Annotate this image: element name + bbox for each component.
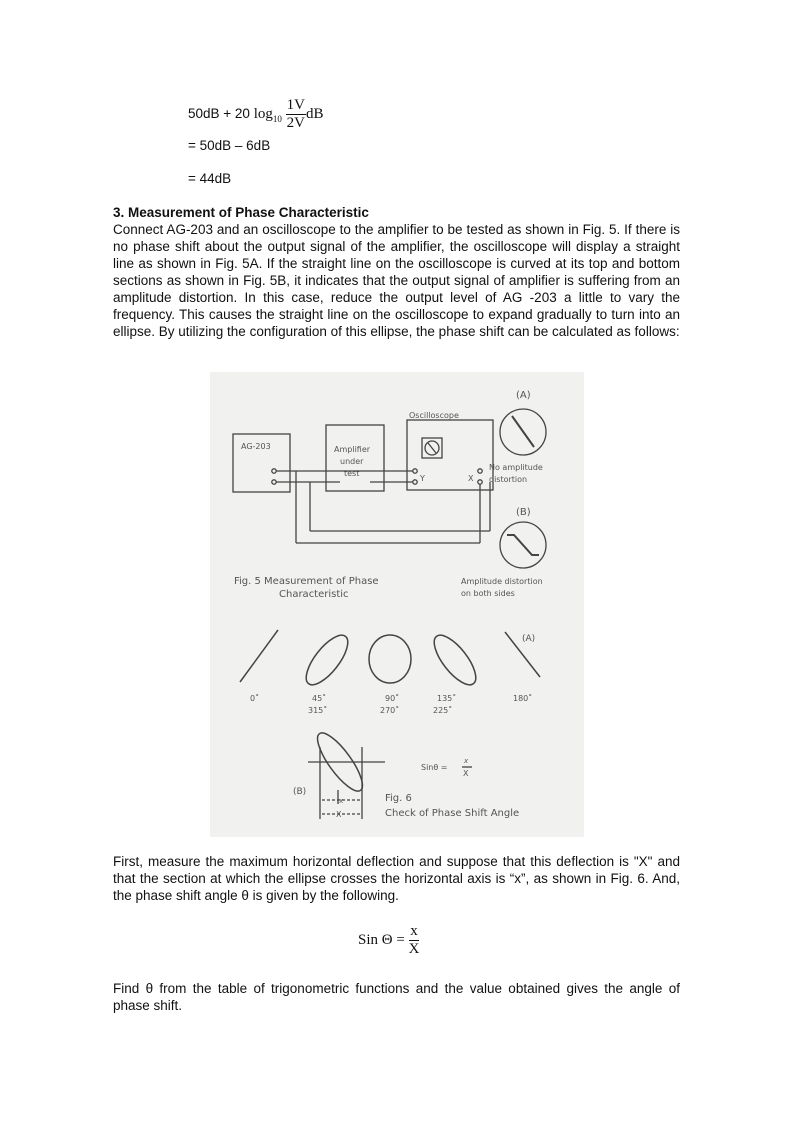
- fig5-label-a: (A): [516, 390, 531, 401]
- angle-270: 270˚: [380, 706, 400, 715]
- fig5-label-b: (B): [516, 507, 531, 518]
- fraction-denominator: 2V: [286, 115, 305, 131]
- angle-90-top: 90˚: [385, 694, 400, 703]
- distortion-label-2: on both sides: [461, 589, 515, 598]
- figure-diagram: [210, 372, 584, 837]
- phase-formula: [358, 924, 419, 957]
- x-terminal-label: X: [468, 474, 474, 483]
- formula-fraction: [409, 924, 420, 957]
- log-base: 10: [272, 113, 282, 124]
- angle-45-top: 45˚: [312, 694, 327, 703]
- x-terminal-2: [478, 480, 482, 484]
- no-distortion-label-1: No amplitude: [489, 463, 543, 472]
- angle-135-top: 135˚: [437, 694, 457, 703]
- fig5b-curve: [507, 535, 539, 555]
- ag203-terminal-1: [272, 469, 276, 473]
- formula-left: Sin Θ =: [358, 931, 405, 948]
- ag203-terminal-2: [272, 480, 276, 484]
- phase-45-ellipse: [299, 629, 355, 691]
- scope-trace: [428, 443, 436, 453]
- distortion-label-1: Amplitude distortion: [461, 577, 543, 586]
- angle-315: 315˚: [308, 706, 328, 715]
- paragraph-conclusion: Find θ from the table of trigonometric functions and the value obtained gives the angle of phase shift.: [113, 981, 680, 1013]
- oscilloscope-label: Oscilloscope: [409, 411, 459, 420]
- fig6-formula-num: x: [464, 757, 469, 765]
- small-x-label: x: [339, 797, 344, 805]
- equation-unit: dB: [305, 106, 324, 123]
- section-heading: 3. Measurement of Phase Characteristic: [113, 205, 369, 220]
- ratio-fraction: [286, 98, 306, 131]
- formula-denominator: X: [408, 941, 420, 957]
- amplifier-label-2: under: [340, 457, 364, 466]
- angle-0-top: 0˚: [250, 694, 260, 703]
- y-terminal-label: Y: [420, 474, 425, 483]
- figure-scan: [210, 372, 584, 837]
- fig6-label-a: (A): [522, 634, 536, 644]
- fig5-caption-1: Fig. 5 Measurement of Phase: [234, 576, 379, 587]
- fraction-numerator: 1V: [286, 97, 305, 113]
- y-terminal-1: [413, 469, 417, 473]
- paragraph-measurement: First, measure the maximum horizontal deflection and suppose that this deflection is "X" and that the section at which the ellipse crosses the horizontal axis is “x”, as shown in Fig. 6. And, the phase shift angle θ is given by the following.: [113, 854, 680, 903]
- y-terminal-2: [413, 480, 417, 484]
- fig6-label-b: (B): [293, 787, 307, 797]
- paragraph-intro: Connect AG-203 and an oscilloscope to the amplifier to be tested as shown in Fig. 5. If there is no phase shift about the output signal of the amplifier, the oscilloscope will display a straight line as shown in Fig. 5A. If the straight line on the oscilloscope is curved at its top and bottom sections as shown in Fig. 5B, it indicates that the output signal of amplifier is suffering from an amplitude distortion. In this case, reduce the output level of AG -203 a little to vary the frequency. This causes the straight line on the oscilloscope to expand gradually to turn into an ellipse. By utilizing the configuration of this ellipse, the phase shift can be calculated as follows:: [113, 222, 680, 339]
- equation-line-3: = 44dB: [188, 171, 232, 186]
- ag203-label: AG-203: [241, 442, 271, 451]
- equation-line-2: = 50dB – 6dB: [188, 138, 271, 153]
- big-x-label: X: [336, 810, 342, 819]
- phase-90-circle: [369, 635, 411, 683]
- phase-135-ellipse: [427, 629, 483, 691]
- x-terminal-1: [478, 469, 482, 473]
- angle-180-top: 180˚: [513, 694, 533, 703]
- fig5-caption-2: Characteristic: [279, 589, 349, 600]
- phase-0-line: [240, 630, 278, 682]
- fig6-caption-2: Check of Phase Shift Angle: [385, 808, 520, 819]
- fig6-caption-1: Fig. 6: [385, 793, 412, 804]
- log-text: log: [253, 106, 273, 123]
- fig6-formula-den: X: [463, 769, 469, 778]
- amplifier-label-1: Amplifier: [334, 445, 371, 454]
- equation-prefix: 50dB + 20: [188, 106, 250, 122]
- fig6-formula-left: Sinθ =: [421, 763, 448, 772]
- no-distortion-label-2: distortion: [489, 475, 528, 484]
- formula-numerator: x: [410, 923, 418, 939]
- amplifier-label-3: test: [344, 469, 360, 478]
- angle-225: 225˚: [433, 706, 453, 715]
- equation-line-1: [188, 98, 324, 131]
- fig5a-line: [512, 416, 534, 447]
